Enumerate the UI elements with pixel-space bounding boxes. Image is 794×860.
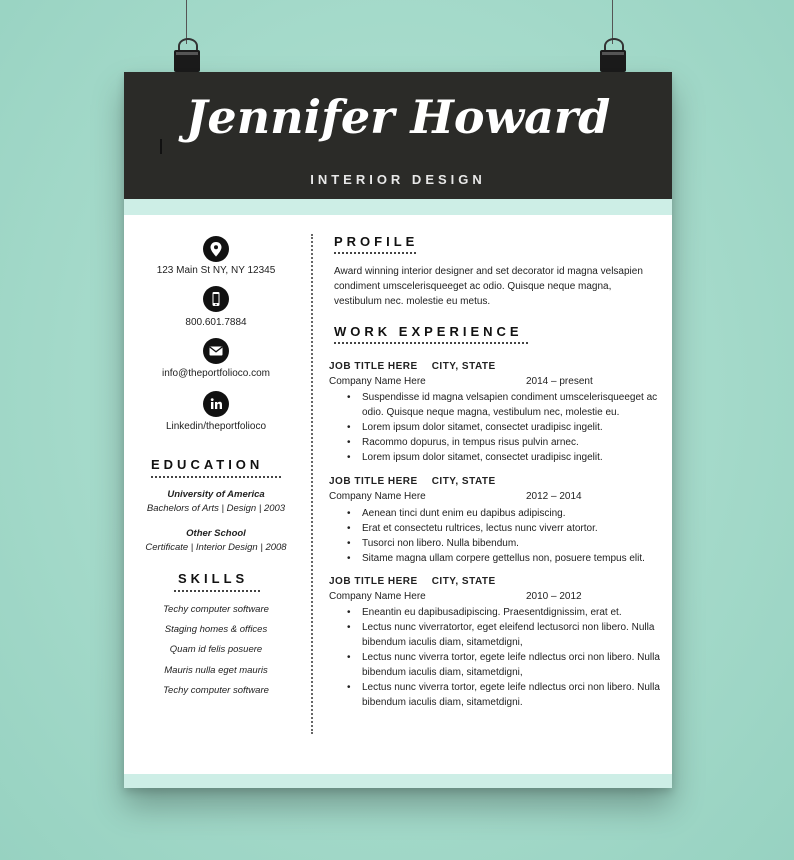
company-name-2: Company Name Here [329,491,426,502]
education-detail-2: Certificate | Interior Design | 2008 [145,542,287,553]
email-icon [203,338,229,364]
contact-linkedin[interactable]: Linkedin/theportfolioco [165,421,267,432]
list-item: • Sitame magna ullam corpere gettellus non, posuere tempus elit. [347,551,667,566]
binder-clip-left-icon [172,38,202,74]
list-item: • Lectus nunc viverra tortor, egete leife ndlectus orci non libero. Nulla bibendum iaculis diam, sitametdigni, [347,650,667,680]
resume-header [124,72,672,199]
resume-name: Jennifer Howard [185,90,611,144]
list-item: • Tusorci non libero. Nulla bibendum. [347,536,667,551]
list-item: • Suspendisse id magna velsapien condiment umscelerisqueeget ac odio. Quisque neque magna, vestibulum nec, molestie eu. [347,390,667,420]
resume-subtitle: INTERIOR DESIGN [310,172,486,187]
company-name-3: Company Name Here [329,591,426,602]
profile-heading: PROFILE [334,234,419,249]
skill-item: Quam id felis posuere [169,644,263,655]
list-item: • Lorem ipsum dolor sitamet, consectet uradipisc ingelit. [347,420,667,435]
skills-underline [174,590,260,592]
binder-clip-right-icon [598,38,628,74]
list-item: • Lectus nunc viverra tortor, egete leife ndlectus orci non libero. Nulla bibendum iaculis diam, sitametdigni. [347,680,667,710]
job-location: CITY, STATE [431,361,496,372]
skill-item: Techy computer software [163,604,269,615]
list-item: • Lectus nunc viverratortor, eget eleifend lectusorci non libero. Nulla bibendum iaculis diam, sitametdigni, [347,620,667,650]
text-cursor [160,139,162,154]
education-school-2: Other School [186,528,246,539]
contact-email[interactable]: info@theportfolioco.com [162,368,270,379]
job-dates-2: 2012 – 2014 [526,491,582,502]
education-heading: EDUCATION [151,457,264,472]
location-pin-icon [203,236,229,262]
education-detail-1: Bachelors of Arts | Design | 2003 [146,503,286,514]
skill-item: Techy computer software [163,685,269,696]
job-location: CITY, STATE [431,576,496,587]
job-title-text: JOB TITLE HERE [329,361,418,372]
education-underline [151,476,281,478]
job-dates-1: 2014 – present [526,376,593,387]
job-bullets-3 [347,605,667,710]
contact-phone: 800.601.7884 [185,317,247,328]
contact-address: 123 Main St NY, NY 12345 [156,265,276,276]
list-item: • Racommo dopurus, in tempus risus pulvin arnec. [347,435,667,450]
job-title-text: JOB TITLE HERE [329,576,418,587]
skills-heading: SKILLS [178,571,249,586]
job-title-2 [329,476,496,487]
job-title-3 [329,576,496,587]
list-item: • Lorem ipsum dolor sitamet, consectet uradipisc ingelit. [347,450,667,465]
work-experience-heading: WORK EXPERIENCE [334,324,523,339]
phone-icon [203,286,229,312]
job-location: CITY, STATE [431,476,496,487]
profile-text: Award winning interior designer and set decorator id magna velsapien condiment umscelerisqueeget ac odio. Quisque neque magna, vestibulum nec. molestie eu metus. [334,266,643,307]
list-item: • Eneantin eu dapibusadipiscing. Praesentdignissim, erat et. [347,605,667,620]
skill-item: Mauris nulla eget mauris [164,665,268,676]
job-bullets-2 [347,506,667,566]
resume-poster [124,72,672,788]
company-name-1: Company Name Here [329,376,426,387]
profile-underline [334,252,416,254]
mint-band-top [124,199,672,215]
work-experience-underline [334,342,528,344]
column-divider [311,234,313,734]
list-item: • Aenean tinci dunt enim eu dapibus adipiscing. [347,506,667,521]
education-school-1: University of America [167,489,265,500]
skill-item: Staging homes & offices [164,624,268,635]
list-item: • Erat et consectetu rultrices, lectus nunc viverr atortor. [347,521,667,536]
job-dates-3: 2010 – 2012 [526,591,582,602]
mint-band-bottom [124,774,672,788]
job-bullets-1 [347,390,667,465]
linkedin-icon [203,391,229,417]
job-title-1 [329,361,496,372]
job-title-text: JOB TITLE HERE [329,476,418,487]
